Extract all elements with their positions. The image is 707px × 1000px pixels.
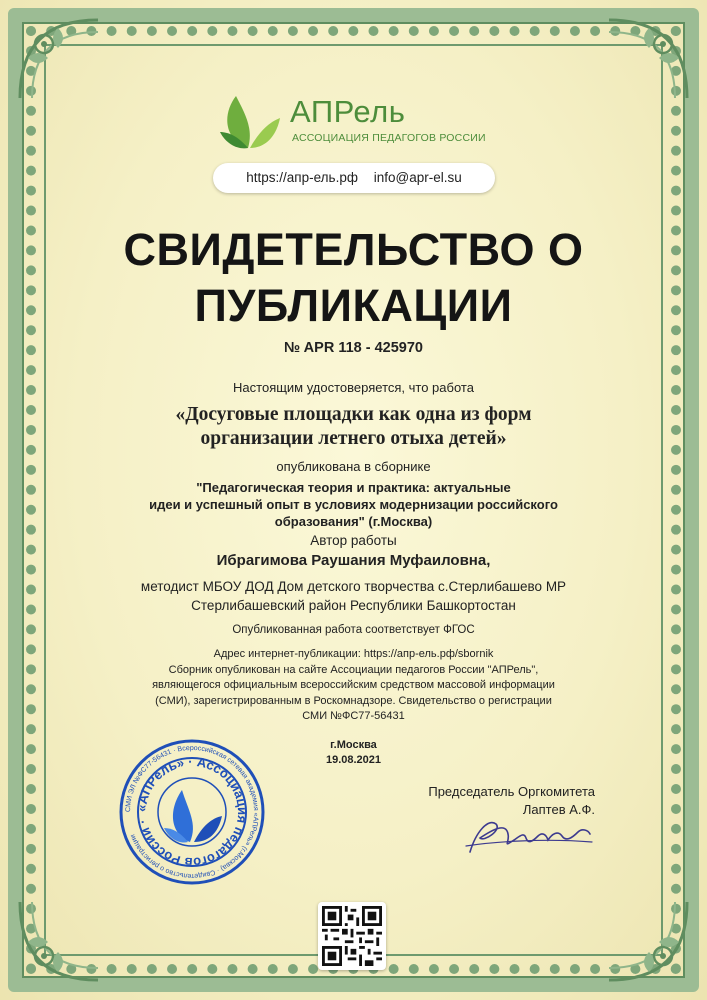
info-line: СМИ №ФС77-56431 [302, 710, 405, 722]
svg-text:«АПРель» · Ассоциация педагого [134, 754, 250, 870]
info-line: Адрес интернет-публикации: https://апр-ель.рф/sbornik [213, 648, 494, 660]
date: 19.08.2021 [325, 754, 382, 766]
certificate-number: № APR 118 - 425970 [284, 340, 423, 356]
author-position [0, 577, 707, 615]
stamp-inner-text: «АПРель» · Ассоциация педагогов России · [133, 753, 251, 871]
contacts-bar [213, 163, 495, 193]
qr-code-icon [322, 906, 382, 966]
qr-code[interactable] [318, 902, 386, 970]
author-name: Ибрагимова Раушания Муфаиловна, [216, 552, 491, 569]
corner-ornament-icon [603, 14, 693, 104]
collection-line: "Педагогическая теория и практика: актуальные [196, 480, 511, 495]
round-stamp-icon [118, 738, 266, 886]
corner-ornament-icon [603, 896, 693, 986]
work-title-line: организации летнего отыха детей» [200, 428, 507, 449]
signer-title: Председатель Оргкомитета [428, 784, 595, 799]
place-date [0, 738, 707, 768]
city: г.Москва [330, 739, 377, 751]
logo-name: АПРель [290, 94, 406, 129]
info-line: (СМИ), зарегистрированным в Роскомнадзоре. Свидетельство о регистрации [155, 694, 552, 707]
published-in-text: опубликована в сборнике [276, 459, 431, 474]
email-link[interactable]: info@apr-el.su [373, 170, 462, 185]
leaf-logo-icon [218, 88, 282, 152]
collection-line: идеи и успешный опыт в условиях модернизации российского [149, 497, 558, 512]
logo-subtitle: АССОЦИАЦИЯ ПЕДАГОГОВ РОССИИ [292, 132, 486, 144]
author-position-line: Стерлибашевский район Республики Башкортостан [191, 598, 516, 613]
stamp-outer-text: СМИ ЭЛ №ФС77-56431 · Всероссийская сетевая академия «АПРель» (г.Москва) · Свидетельство о регистрации [124, 744, 260, 880]
certify-text: Настоящим удостоверяется, что работа [233, 380, 474, 395]
work-title [0, 403, 707, 451]
collection-line: образования" (г.Москва) [274, 514, 433, 529]
apr-logo [218, 88, 508, 158]
author-label: Автор работы [310, 533, 397, 548]
signer-name: Лаптев А.Ф. [522, 802, 595, 817]
work-title-line: «Досуговые площадки как одна из форм [175, 404, 532, 425]
title-line: ПУБЛИКАЦИИ [194, 280, 513, 331]
handwritten-signature-icon [462, 812, 597, 860]
author-position-line: методист МБОУ ДОД Дом детского творчества с.Стерлибашево МР [140, 579, 567, 594]
title-line: СВИДЕТЕЛЬСТВО О [123, 224, 584, 275]
publication-info [0, 647, 707, 725]
info-line: Сборник опубликован на сайте Ассоциации педагогов России "АПРель", [168, 663, 539, 676]
corner-ornament-icon [14, 896, 104, 986]
info-line: являющегося официальным всероссийским средством массовой информации [152, 679, 555, 691]
collection-title [0, 479, 707, 530]
corner-ornament-icon [14, 14, 104, 104]
site-link[interactable]: https://апр-ель.рф [246, 170, 358, 185]
certificate-title [0, 222, 707, 334]
fgos-note: Опубликованная работа соответствует ФГОС [232, 624, 475, 636]
